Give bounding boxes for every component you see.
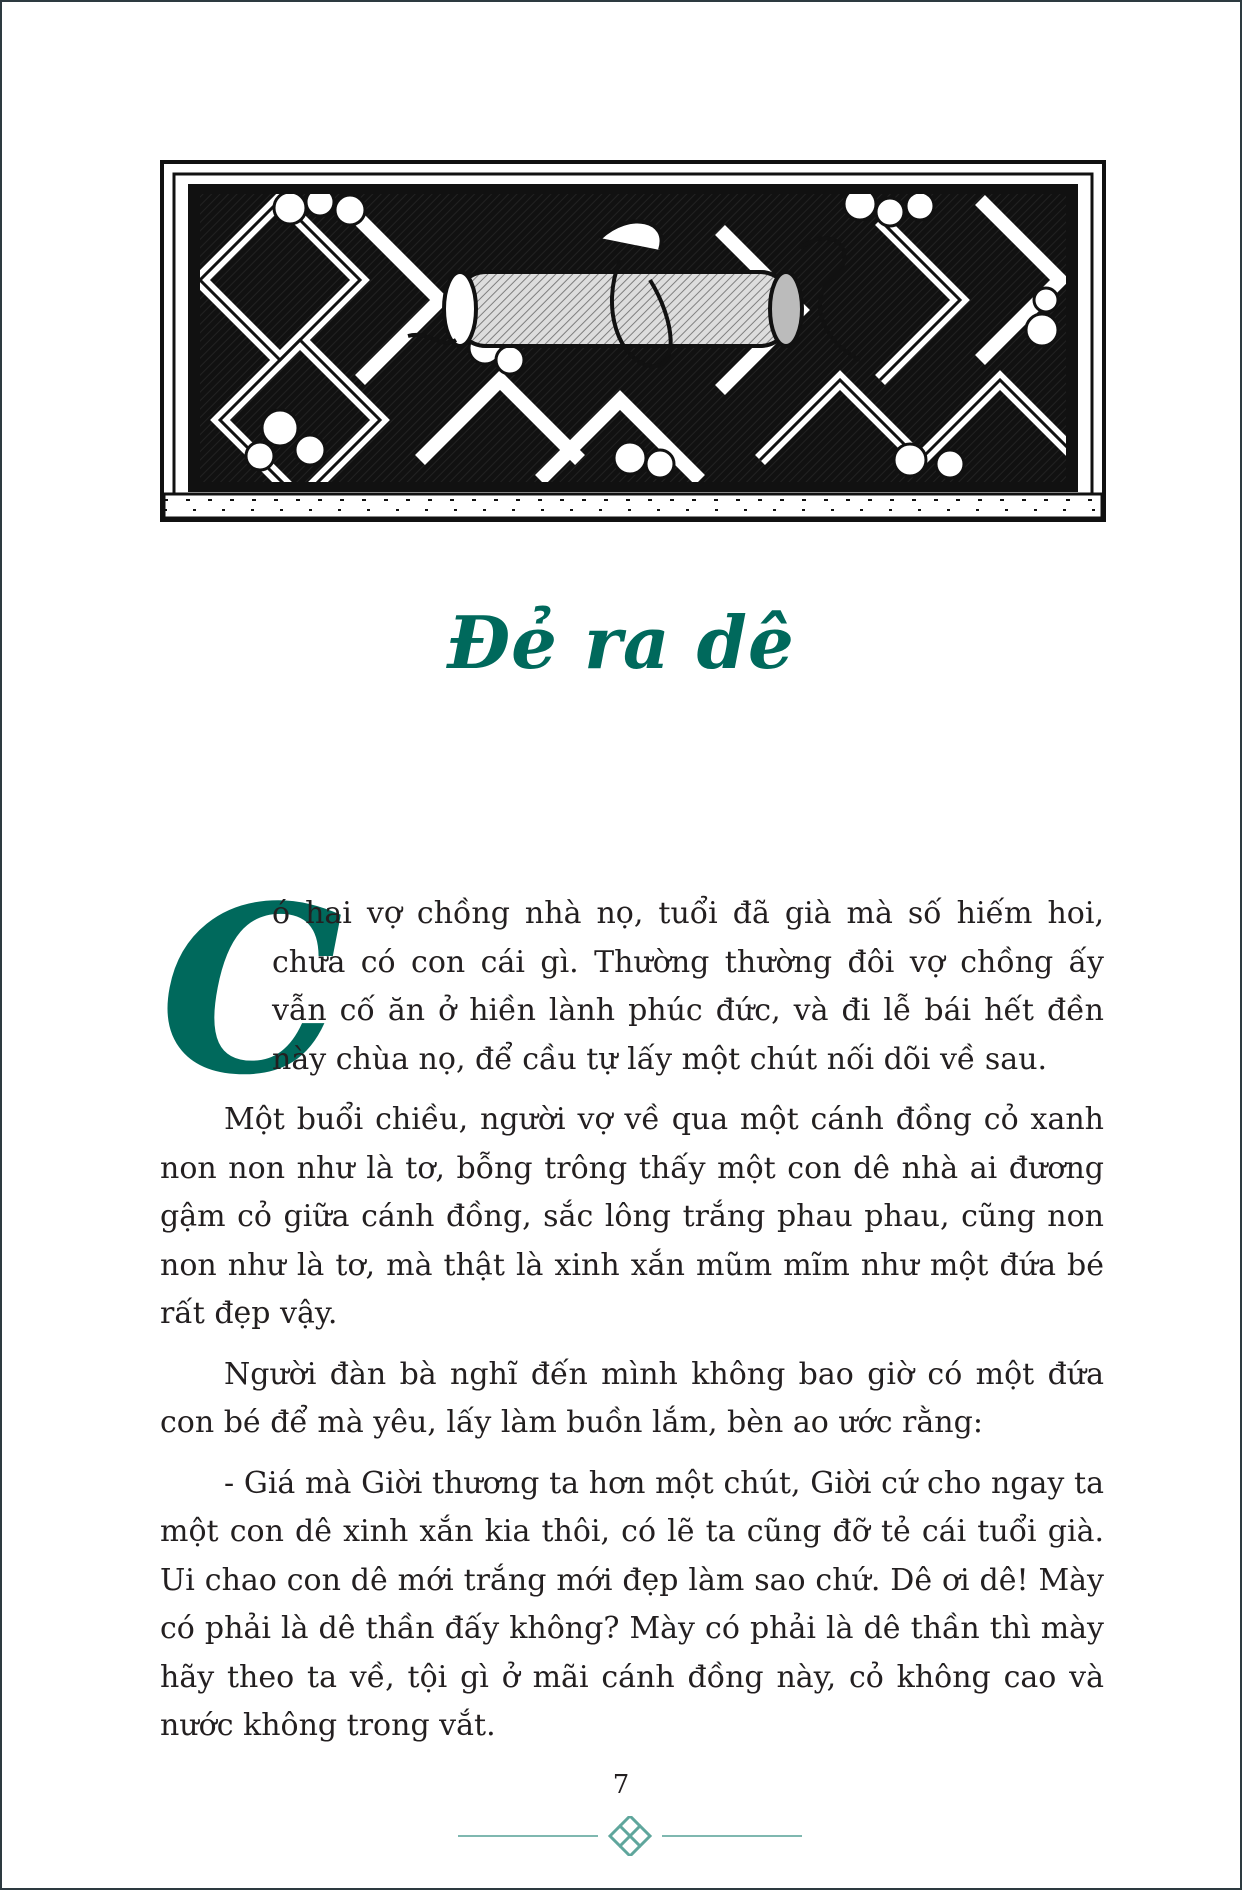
paragraph-2: Một buổi chiều, người vợ về qua một cánh đồng cỏ xanh non non như là tơ, bỗng trông thấy một con dê nhà ai đương gậm cỏ giữa cánh đồng, sắc lông trắng phau phau, cũng non non như là tơ, mà thật là xinh xắn mũm mĩm như một đứa bé rất đẹp vậy. — [160, 1102, 1104, 1331]
paragraph-3: Người đàn bà nghĩ đến mình không bao giờ có một đứa con bé để mà yêu, lấy làm buồn lắm, bèn ao ước rằng: — [160, 1356, 1104, 1440]
story-body — [160, 856, 1104, 1751]
lattice-scroll-illustration — [160, 160, 1106, 522]
story-title: Đẻ ra dê — [447, 600, 795, 685]
paragraph-4: - Giá mà Giời thương ta hơn một chút, Giời cứ cho ngay ta một con dê xinh xắn kia thôi, có lẽ ta cũng đỡ tẻ cái tuổi già. Ui chao con dê mới trắng mới đẹp làm sao chứ. Dê ơi dê! Mày có phải là dê thần đấy không? Mày có phải là dê thần thì mày hãy theo ta về, tội gì ở mãi cánh đồng này, cỏ không cao và nước không trong vắt. — [160, 1465, 1104, 1743]
drop-cap: C — [160, 856, 344, 1126]
footer-ornament — [458, 1816, 802, 1856]
page-number: 7 — [612, 1770, 630, 1800]
paragraph-1: ó hai vợ chồng nhà nọ, tuổi đã già mà số hiếm hoi, chưa có con cái gì. Thường thường đôi vợ chồng ấy vẫn cố ăn ở hiền lành phúc đức, và đi lễ bái hết đền này chùa nọ, để cầu tự lấy một chút nối dõi về sau. — [272, 896, 1104, 1077]
